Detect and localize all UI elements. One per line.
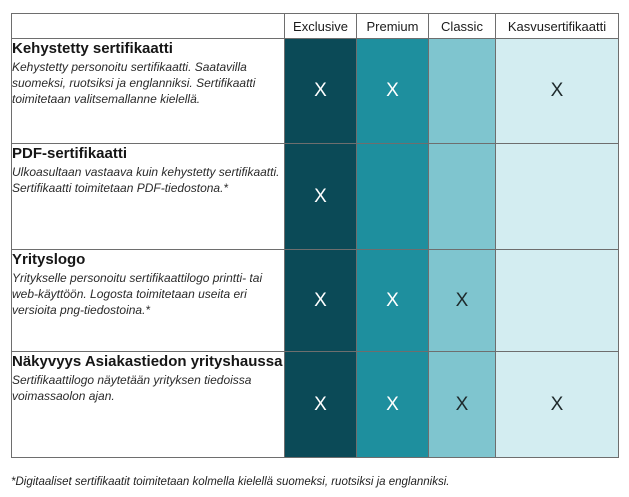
footnote: *Digitaaliset sertifikaatit toimitetaan kolmella kielellä suomeksi, ruotsiksi ja englanniksi. (11, 476, 450, 488)
mark-premium: X (357, 39, 429, 144)
mark-classic (429, 144, 496, 250)
mark-premium: X (357, 352, 429, 458)
feature-cell (12, 352, 285, 458)
feature-description: Yritykselle personoitu sertifikaattilogo printti- tai web-käyttöön. Logosta toimitetaan useita eri versioita png-tiedostoina.* (12, 271, 263, 317)
comparison-table (11, 13, 619, 458)
feature-cell (12, 39, 285, 144)
mark-kasvusertifikaatti: X (496, 39, 619, 144)
mark-classic (429, 39, 496, 144)
mark-premium (357, 144, 429, 250)
mark-exclusive: X (285, 250, 357, 352)
column-header-classic: Classic (429, 14, 496, 39)
column-header-premium: Premium (357, 14, 429, 39)
header-corner (12, 14, 285, 39)
mark-exclusive: X (285, 39, 357, 144)
table-row (12, 144, 619, 250)
table-row (12, 352, 619, 458)
mark-kasvusertifikaatti: X (496, 352, 619, 458)
column-header-exclusive: Exclusive (285, 14, 357, 39)
mark-exclusive: X (285, 144, 357, 250)
feature-title: PDF-sertifikaatti (12, 145, 128, 162)
feature-description: Sertifikaattilogo näytetään yrityksen tiedoissa voimassaolon ajan. (12, 373, 252, 403)
header-row (12, 14, 619, 39)
table-row (12, 250, 619, 352)
feature-cell (12, 144, 285, 250)
mark-exclusive: X (285, 352, 357, 458)
mark-premium: X (357, 250, 429, 352)
mark-kasvusertifikaatti (496, 250, 619, 352)
feature-cell (12, 250, 285, 352)
feature-description: Kehystetty personoitu sertifikaatti. Saatavilla suomeksi, ruotsiksi ja englanniksi. Sertifikaatti toimitetaan valitsemallanne kielellä. (12, 60, 256, 106)
feature-description: Ulkoasultaan vastaava kuin kehystetty sertifikaatti. Sertifikaatti toimitetaan PDF-tiedostona.* (12, 165, 280, 195)
feature-title: Yrityslogo (12, 251, 86, 268)
mark-kasvusertifikaatti (496, 144, 619, 250)
mark-classic: X (429, 250, 496, 352)
table-row (12, 39, 619, 144)
column-header-kasvusertifikaatti: Kasvusertifikaatti (496, 14, 619, 39)
feature-title: Kehystetty sertifikaatti (12, 40, 173, 57)
feature-title: Näkyvyys Asiakastiedon yrityshaussa (12, 353, 283, 370)
mark-classic: X (429, 352, 496, 458)
